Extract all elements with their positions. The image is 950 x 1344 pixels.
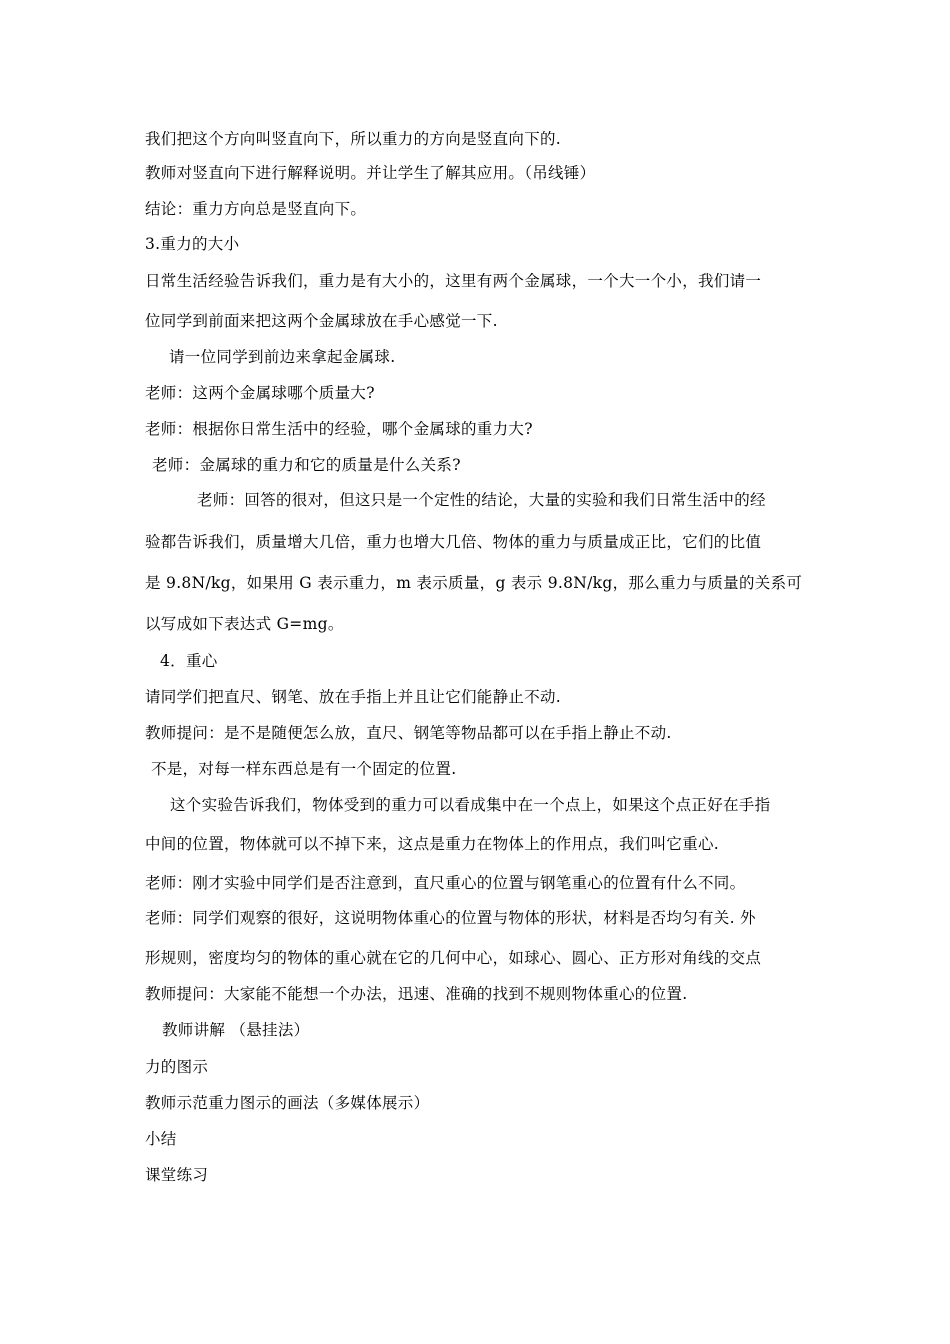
text-line: 老师：同学们观察的很好，这说明物体重心的位置与物体的形状，材料是否均匀有关. 外 xyxy=(145,909,756,927)
section-heading: 3.重力的大小 xyxy=(145,235,240,253)
text-line: 是 9.8N/kg，如果用 G 表示重力，m 表示质量，g 表示 9.8N/kg，那么重力与质量的关系可 xyxy=(145,574,803,592)
text-line: 教师示范重力图示的画法（多媒体展示） xyxy=(145,1094,430,1112)
text-line: 老师：这两个金属球哪个质量大? xyxy=(145,384,375,402)
text-line: 我们把这个方向叫竖直向下，所以重力的方向是竖直向下的. xyxy=(145,130,562,148)
text-line: 教师讲解 （悬挂法） xyxy=(162,1021,310,1039)
text-line: 教师对竖直向下进行解释说明。并让学生了解其应用。（吊线锤） xyxy=(145,164,596,182)
text-line: 老师：根据你日常生活中的经验，哪个金属球的重力大? xyxy=(145,420,533,438)
text-line: 老师：回答的很对，但这只是一个定性的结论，大量的实验和我们日常生活中的经 xyxy=(197,491,766,509)
text-line: 不是，对每一样东西总是有一个固定的位置. xyxy=(151,760,457,778)
text-line: 课堂练习 xyxy=(145,1166,209,1184)
text-line: 中间的位置，物体就可以不掉下来，这点是重力在物体上的作用点，我们叫它重心. xyxy=(145,835,720,853)
text-line: 形规则，密度均匀的物体的重心就在它的几何中心，如球心、圆心、正方形对角线的交点 xyxy=(145,949,762,967)
section-heading: 4．重心 xyxy=(160,652,218,670)
text-line: 力的图示 xyxy=(145,1058,209,1076)
text-line: 教师提问：大家能不能想一个办法，迅速、准确的找到不规则物体重心的位置. xyxy=(145,985,688,1003)
text-line: 请一位同学到前边来拿起金属球. xyxy=(169,348,396,366)
text-line: 老师：金属球的重力和它的质量是什么关系? xyxy=(152,456,461,474)
text-line: 结论：重力方向总是竖直向下。 xyxy=(145,200,367,218)
text-line: 这个实验告诉我们，物体受到的重力可以看成集中在一个点上，如果这个点正好在手指 xyxy=(170,796,771,814)
text-line: 老师：刚才实验中同学们是否注意到，直尺重心的位置与钢笔重心的位置有什么不同。 xyxy=(145,874,746,892)
text-line: 位同学到前面来把这两个金属球放在手心感觉一下. xyxy=(145,312,498,330)
text-line: 请同学们把直尺、钢笔、放在手指上并且让它们能静止不动. xyxy=(145,688,562,706)
text-line: 以写成如下表达式 G=mg。 xyxy=(145,615,344,633)
text-line: 小结 xyxy=(145,1130,177,1148)
text-line: 验都告诉我们，质量增大几倍，重力也增大几倍、物体的重力与质量成正比，它们的比值 xyxy=(145,533,762,551)
text-line: 教师提问：是不是随便怎么放，直尺、钢笔等物品都可以在手指上静止不动. xyxy=(145,724,672,742)
text-line: 日常生活经验告诉我们，重力是有大小的，这里有两个金属球，一个大一个小，我们请一 xyxy=(145,272,762,290)
